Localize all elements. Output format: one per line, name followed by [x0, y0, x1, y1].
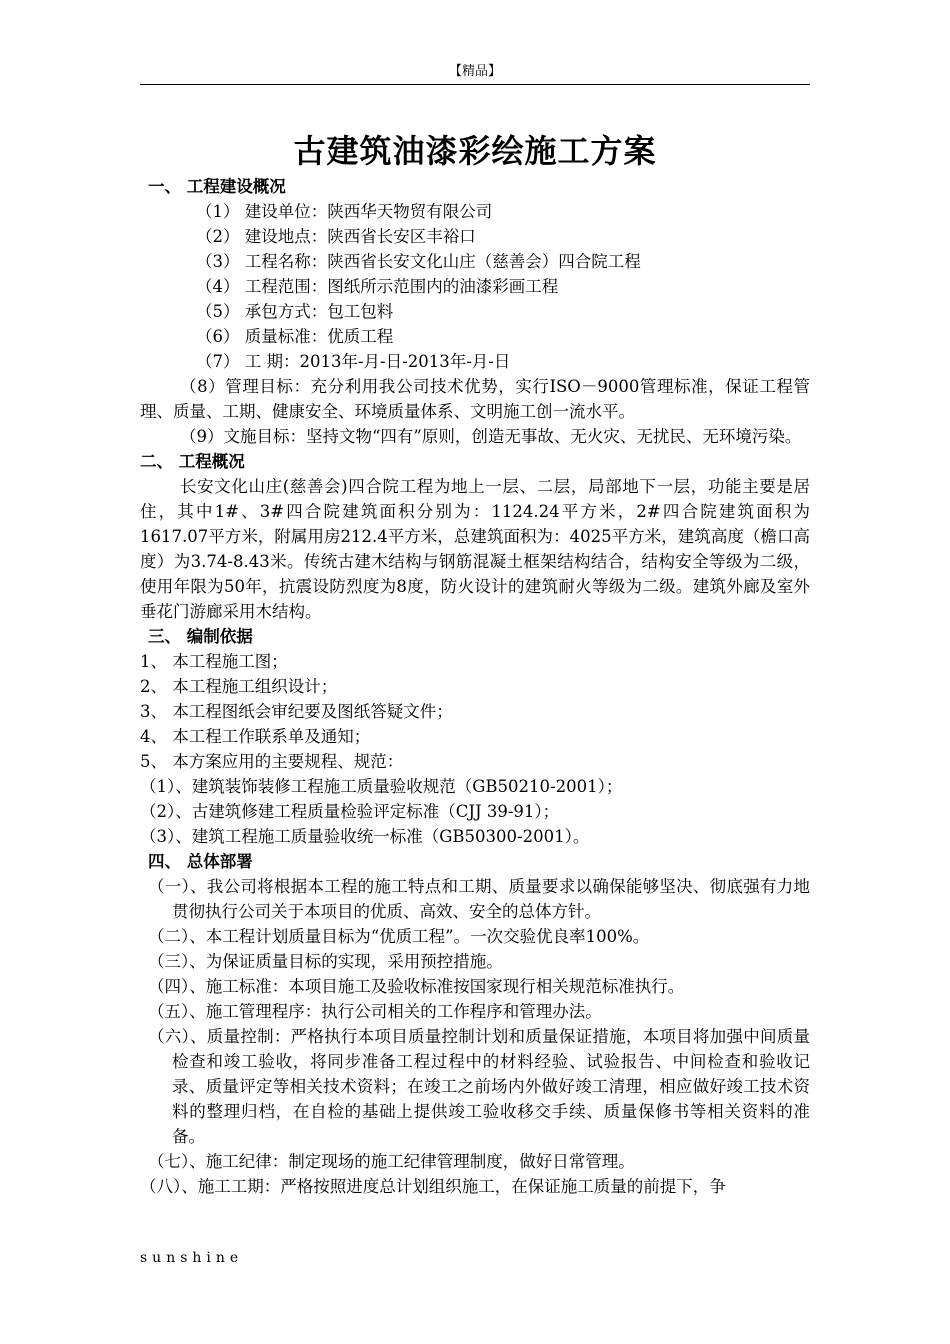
paragraph-civil-goal: （9）文施目标：坚持文物“四有”原则，创造无事故、无火灾、无扰民、无环境污染。 [180, 427, 802, 446]
deployment-item: （二）、本工程计划质量目标为“优质工程”。一次交验优良率100%。 [148, 927, 650, 946]
list-item: （1） 建设单位：陕西华天物贸有限公司 [196, 202, 493, 221]
list-item: 3、 本工程图纸会审纪要及图纸答疑文件； [140, 702, 453, 721]
section-heading-4: 四、 总体部署 [148, 852, 253, 871]
list-item: （6） 质量标准：优质工程 [196, 327, 394, 346]
deployment-item: （七）、施工纪律：制定现场的施工纪律管理制度，做好日常管理。 [148, 1152, 635, 1171]
page-footer: sunshine [140, 1250, 244, 1266]
deployment-item: （六）、质量控制：严格执行本项目质量控制计划和质量保证措施，本项目将加强中间质量检查和竣工验收，将同步准备工程过程中的材料经验、试验报告、中间检查和验收记录、质量评定等相关技术资料；在竣工之前场内外做好竣工清理，相应做好竣工技术资料的整理归档，在自检的基础上提供竣工验收移交手续、质量保修书等相关资料的准备。 [148, 1027, 810, 1146]
header-divider [140, 84, 810, 85]
list-item: （4） 工程范围：图纸所示范围内的油漆彩画工程 [196, 277, 559, 296]
spec-item: （1）、建筑装饰装修工程施工质量验收规范（GB50210-2001）； [140, 777, 623, 796]
spec-item: （2）、古建筑修建工程质量检验评定标准（CJJ 39-91）； [140, 802, 560, 821]
list-item: 1、 本工程施工图； [140, 652, 288, 671]
deployment-item: （一）、我公司将根据本工程的施工特点和工期、质量要求以确保能够坚决、彻底强有力地贯彻执行公司关于本项目的优质、高效、安全的总体方针。 [148, 877, 810, 921]
list-item: 5、 本方案应用的主要规程、规范： [140, 752, 404, 771]
list-item: （7） 工 期：2013年-月-日-2013年-月-日 [196, 352, 511, 371]
list-item: （2） 建设地点：陕西省长安区丰裕口 [196, 227, 476, 246]
deployment-item: （八）、施工工期：严格按照进度总计划组织施工，在保证施工质量的前提下，争 [140, 1177, 726, 1196]
section-heading-3: 三、 编制依据 [148, 627, 253, 646]
paragraph-management-goal: （8）管理目标：充分利用我公司技术优势，实行ISO－9000管理标准，保证工程管理、质量、工期、健康安全、环境质量体系、文明施工创一流水平。 [140, 377, 810, 421]
list-item: 2、 本工程施工组织设计； [140, 677, 338, 696]
document-title: 古建筑油漆彩绘施工方案 [293, 132, 657, 170]
deployment-item: （四）、施工标准：本项目施工及验收标准按国家现行相关规范标准执行。 [148, 977, 685, 996]
paragraph-project-overview: 长安文化山庄(慈善会)四合院工程为地上一层、二层，局部地下一层，功能主要是居住，其中1#、3#四合院建筑面积分别为：1124.24平方米，2#四合院建筑面积为1617.07平方米，附属用房212.4平方米，总建筑面积为：4025平方米，建筑高度（檐口高度）为3.74-8.43米。传统古建木结构与钢筋混凝土框架结构结合，结构安全等级为二级，使用年限为50年，抗震设防烈度为8度，防火设计的建筑耐火等级为二级。建筑外廊及室外垂花门游廊采用木结构。 [140, 477, 810, 621]
deployment-item: （三）、为保证质量目标的实现，采用预控措施。 [148, 952, 503, 971]
deployment-item: （五）、施工管理程序：执行公司相关的工作程序和管理办法。 [148, 1002, 602, 1021]
section-heading-2: 二、 工程概况 [140, 452, 245, 471]
page-header: 【精品】 [448, 64, 501, 79]
list-item: 4、 本工程工作联系单及通知； [140, 727, 371, 746]
list-item: （5） 承包方式：包工包料 [196, 302, 394, 321]
spec-item: （3）、建筑工程施工质量验收统一标准（GB50300-2001）。 [140, 827, 590, 846]
document-body [140, 174, 810, 1199]
section-heading-1: 一、 工程建设概况 [148, 177, 286, 196]
list-item: （3） 工程名称：陕西省长安文化山庄（慈善会）四合院工程 [196, 252, 641, 271]
